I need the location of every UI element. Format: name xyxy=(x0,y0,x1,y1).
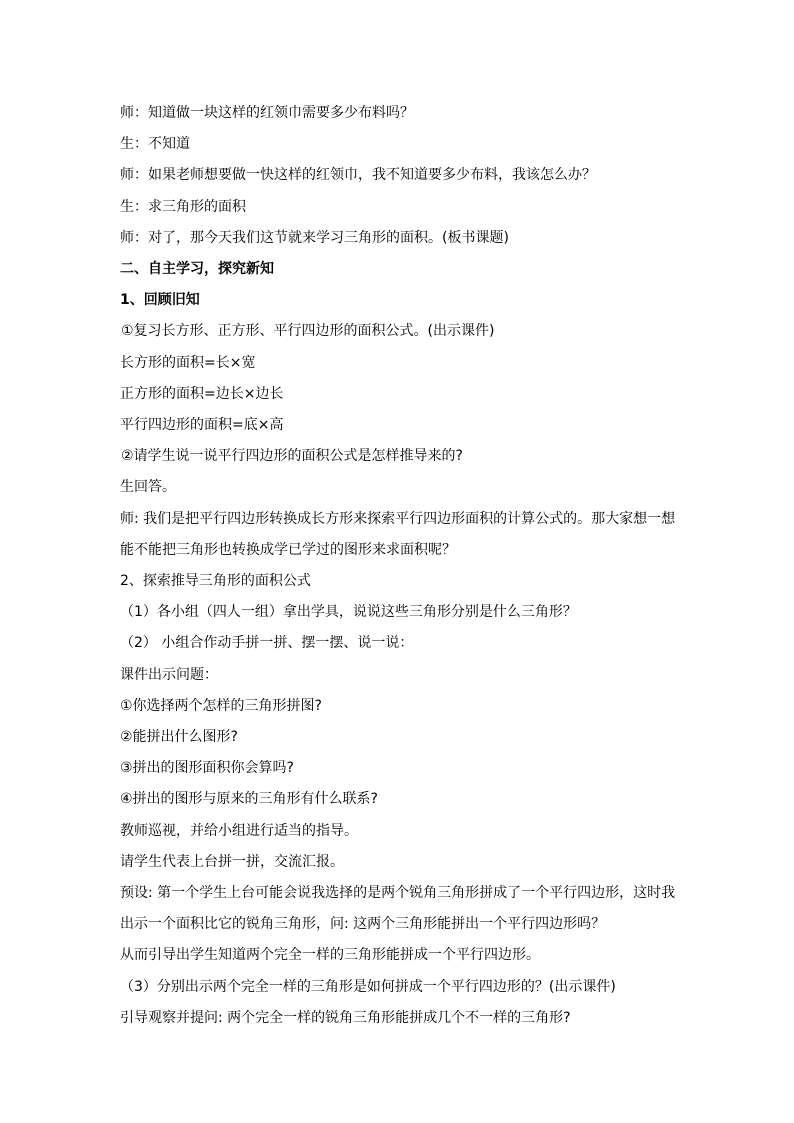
text-line: 能不能把三角形也转换成学已学过的图形来求面积呢？ xyxy=(120,542,456,558)
text-line: （1）各小组（四人一组）拿出学具，说说这些三角形分别是什么三角形？ xyxy=(120,604,577,620)
text-line: 从而引导出学生知道两个完全一样的三角形能拼成一个平行四边形。 xyxy=(120,947,540,963)
text-line: 生回答。 xyxy=(120,479,176,495)
text-line: ②请学生说一说平行四边形的面积公式是怎样推导来的? xyxy=(121,448,463,464)
text-line: 出示一个面积比它的锐角三角形，问: 这两个三角形能拼出一个平行四边形吗？ xyxy=(120,916,606,932)
text-line: ②能拼出什么图形? xyxy=(120,729,238,745)
text-line: （2） 小组合作动手拼一拼、摆一摆、说一说： xyxy=(120,635,414,651)
text-line: 师：知道做一块这样的红领巾需要多少布料吗？ xyxy=(120,105,414,121)
text-line: 师: 我们是把平行四边形转换成长方形来探索平行四边形面积的计算公式的。那大家想一想 xyxy=(120,511,676,527)
subsection-heading: 1、回顾旧知 xyxy=(120,292,200,308)
text-line: 生：求三角形的面积 xyxy=(120,199,246,215)
text-line: （3）分别出示两个完全一样的三角形是如何拼成一个平行四边形的？(出示课件) xyxy=(120,979,616,995)
text-line: 预设: 第一个学生上台可能会说我选择的是两个锐角三角形拼成了一个平行四边形，这时我 xyxy=(120,885,676,901)
text-line: ①复习长方形、正方形、平行四边形的面积公式。(出示课件) xyxy=(121,323,495,339)
subsection-heading: 2、探索推导三角形的面积公式 xyxy=(120,573,311,589)
text-line: 正方形的面积=边长×边长 xyxy=(120,386,284,402)
text-line: 教师巡视，并给小组进行适当的指导。 xyxy=(120,823,358,839)
text-line: ④拼出的图形与原来的三角形有什么联系? xyxy=(120,791,378,807)
text-line: 师：对了，那今天我们这节就来学习三角形的面积。(板书课题) xyxy=(120,230,509,246)
text-line: 课件出示问题： xyxy=(120,667,218,683)
text-line: ③拼出的图形面积你会算吗? xyxy=(120,760,294,776)
text-line: 引导观察并提问: 两个完全一样的锐角三角形能拼成几个不一样的三角形? xyxy=(120,1010,571,1026)
text-line: 请学生代表上台拼一拼，交流汇报。 xyxy=(120,854,344,870)
text-line: 长方形的面积=长×宽 xyxy=(120,355,256,371)
text-line: 生：不知道 xyxy=(120,136,190,152)
text-line: 师：如果老师想要做一快这样的红领巾，我不知道要多少布料，我该怎么办？ xyxy=(120,167,596,183)
text-line: 平行四边形的面积=底×高 xyxy=(120,417,284,433)
text-line: ①你选择两个怎样的三角形拼图? xyxy=(120,698,322,714)
section-heading: 二、自主学习，探究新知 xyxy=(120,261,274,277)
